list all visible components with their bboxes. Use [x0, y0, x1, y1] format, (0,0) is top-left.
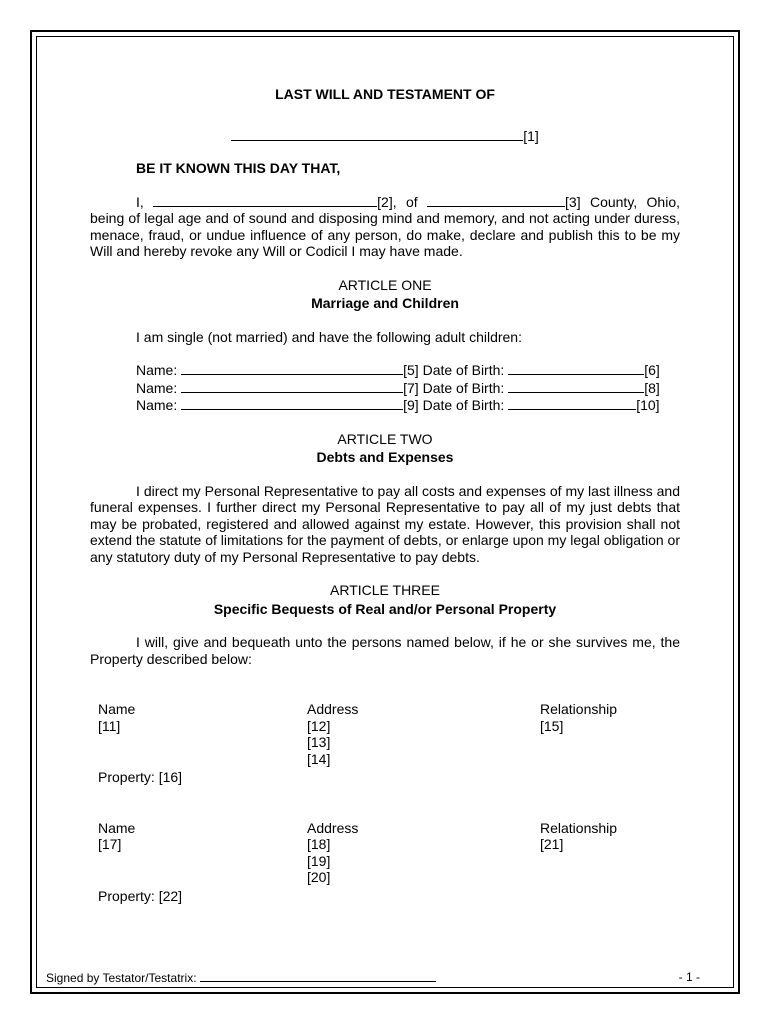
child-row	[136, 379, 680, 397]
child-dob-blank[interactable]	[508, 396, 636, 410]
testator-name-line	[90, 127, 680, 145]
article-three-heading-block	[90, 582, 680, 617]
bequest-address-col	[307, 820, 358, 886]
child-name-label: Name:	[136, 362, 178, 378]
article-two-subheading: Debts and Expenses	[316, 449, 454, 465]
child-name-ref: [9] Date of Birth:	[403, 397, 505, 413]
bequest-relationship-ref[interactable]: [21]	[540, 836, 564, 852]
article-one-statement: I am single (not married) and have the following adult children:	[136, 328, 522, 345]
bequest-relationship-col	[540, 820, 617, 853]
bequest-grid	[90, 820, 680, 900]
bequest-relationship-ref[interactable]: [15]	[540, 717, 564, 734]
bequest-name-col	[98, 701, 135, 734]
bequest-address-ref[interactable]: [19]	[307, 852, 331, 869]
intro-paragraph	[90, 193, 680, 260]
article-two-body: I direct my Personal Representative to pay all costs and expenses of my last illness and funeral expenses. I further direct my Personal Representative to pay all of my just debts that may be probated, registered and allowed against my estate. However, this provision shall not extend the statute of limitations for the payment of debts, or enlarge upon my legal obligation or any statutory duty of my Personal Representative to pay debts.	[90, 482, 680, 565]
child-name-label: Name:	[136, 379, 178, 396]
child-dob-ref: [6]	[644, 362, 660, 378]
testator-blank-2[interactable]	[153, 193, 377, 207]
child-name-blank[interactable]	[181, 379, 403, 393]
county-blank-3[interactable]	[427, 193, 565, 207]
child-dob-ref: [8]	[644, 379, 660, 396]
bequest-name-label: Name	[98, 701, 136, 717]
article-two-heading-block	[90, 431, 680, 466]
child-row	[136, 396, 680, 414]
intro-ref3: [3] County, Ohio,	[565, 193, 681, 210]
article-one-subheading: Marriage and Children	[311, 295, 459, 311]
intro-ref2: [2], of	[377, 193, 418, 210]
bequest-relationship-label: Relationship	[540, 701, 618, 717]
intro-i-label: I,	[136, 193, 144, 210]
child-name-blank[interactable]	[181, 361, 403, 375]
child-name-ref: [5] Date of Birth:	[403, 362, 505, 378]
will-document	[90, 86, 680, 904]
article-one-heading-block	[90, 277, 680, 312]
bequest-grid	[90, 701, 680, 781]
bequest-address-col	[307, 701, 358, 767]
child-name-blank[interactable]	[181, 396, 403, 410]
intro-body: being of legal age and of sound and disposing mind and memory, and not acting under duress, menace, fraud, or undue influence of any person, do make, declare and publish this to be my Will and hereby revoke any Will or Codicil I may have made.	[90, 210, 680, 259]
testator-name-ref: [1]	[523, 127, 539, 144]
signature-label: Signed by Testator/Testatrix:	[46, 971, 197, 985]
bequest-property[interactable]: Property: [16]	[98, 769, 183, 785]
page-footer	[46, 970, 700, 985]
article-three-heading: ARTICLE THREE	[330, 582, 440, 598]
article-three-subheading: Specific Bequests of Real and/or Personal Property	[213, 600, 557, 617]
child-name-label: Name:	[136, 397, 178, 413]
children-list	[90, 361, 680, 414]
bequest-address-label: Address	[307, 701, 359, 717]
article-one-heading: ARTICLE ONE	[338, 276, 432, 293]
signature-blank[interactable]	[200, 970, 436, 982]
bequest-address-ref[interactable]: [13]	[307, 734, 331, 750]
bequest-entry	[90, 701, 680, 786]
bequest-name-ref[interactable]: [17]	[98, 836, 122, 852]
bequest-name-col	[98, 820, 135, 853]
bequest-relationship-col	[540, 701, 617, 734]
article-two-heading: ARTICLE TWO	[337, 430, 433, 447]
bequest-name-label: Name	[98, 819, 136, 836]
bequest-address-ref[interactable]: [12]	[307, 717, 331, 734]
child-dob-ref: [10]	[636, 397, 660, 413]
child-dob-blank[interactable]	[508, 361, 644, 375]
article-three-body: I will, give and bequeath unto the persons named below, if he or she survives me, the Property described below:	[90, 634, 680, 667]
intro-heading: BE IT KNOWN THIS DAY THAT,	[136, 160, 341, 176]
bequest-entry	[90, 820, 680, 905]
bequest-address-label: Address	[307, 819, 359, 836]
bequest-address-ref[interactable]: [18]	[307, 836, 331, 852]
page-number: - 1 -	[678, 970, 700, 984]
bequest-property[interactable]: Property: [22]	[98, 887, 183, 904]
document-title: LAST WILL AND TESTAMENT OF	[275, 86, 495, 102]
bequest-address-ref[interactable]: [14]	[307, 750, 331, 767]
child-name-ref: [7] Date of Birth:	[403, 379, 505, 396]
bequest-address-ref[interactable]: [20]	[307, 869, 331, 885]
bequest-relationship-label: Relationship	[540, 819, 618, 836]
child-row	[136, 361, 680, 379]
bequest-name-ref[interactable]: [11]	[98, 717, 121, 734]
testator-name-blank[interactable]	[231, 127, 523, 141]
child-dob-blank[interactable]	[508, 379, 644, 393]
